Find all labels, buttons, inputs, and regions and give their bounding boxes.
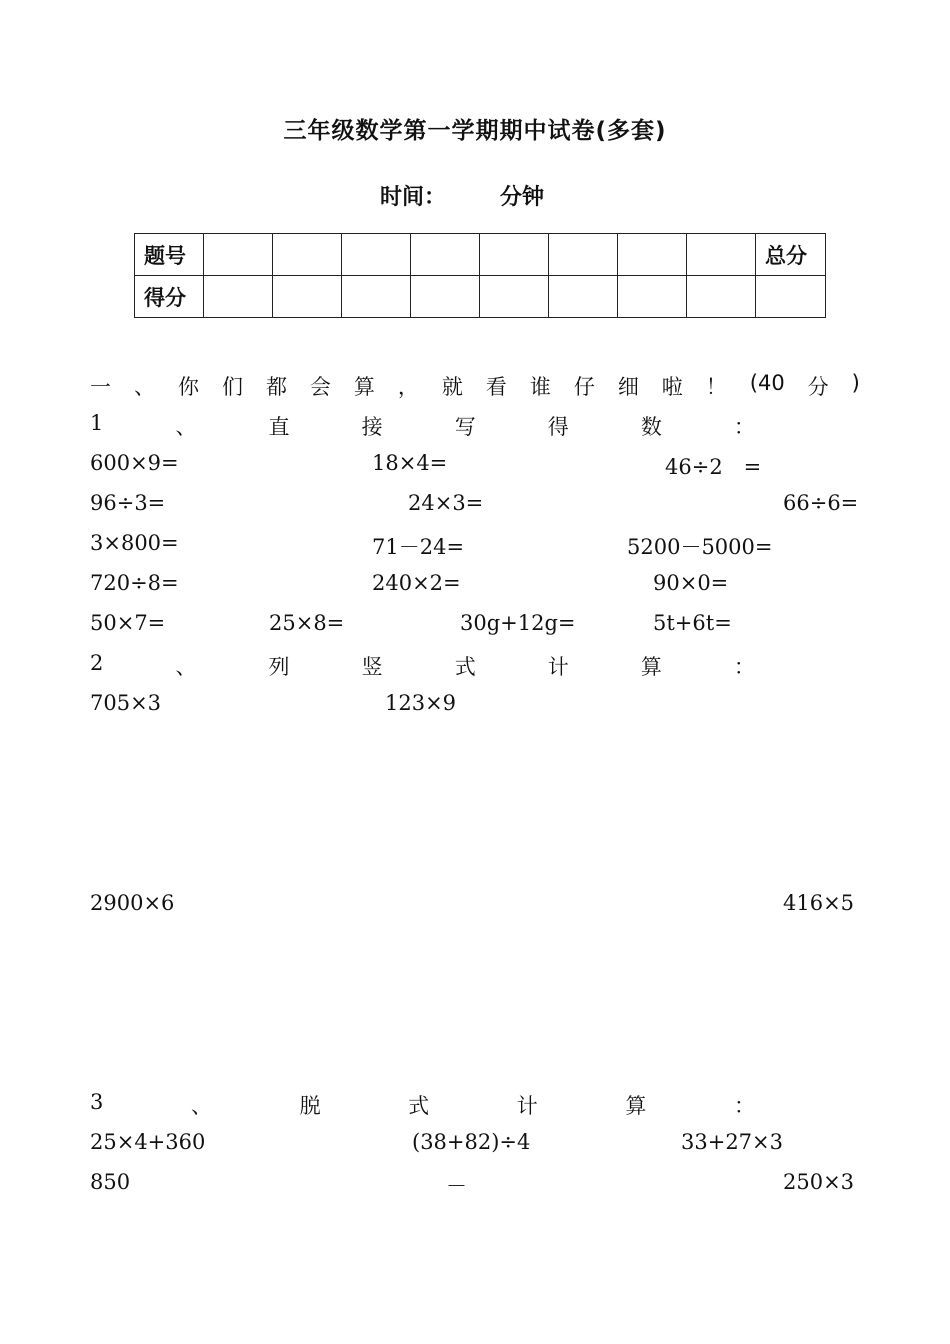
problem: 50×7= (90, 611, 166, 635)
problem: 600×9= (90, 451, 179, 475)
time-unit: 分钟 (500, 185, 545, 210)
question-2-heading (90, 651, 755, 681)
problem: 123×9 (385, 691, 457, 715)
time-label: 时间： (380, 185, 447, 210)
heading-char: 都 (265, 375, 287, 399)
score-table-cell (204, 276, 273, 318)
score-table-cell (204, 234, 273, 276)
heading-char: 就 (441, 375, 463, 399)
q1-char: 数 (640, 415, 662, 439)
score-table-label-total: 总分 (756, 234, 826, 276)
q3-char: 脱 (299, 1094, 321, 1118)
score-table-cell (273, 276, 342, 318)
heading-char: 、 (133, 375, 155, 399)
q3-char: 式 (408, 1094, 430, 1118)
problem: 705×3 (90, 691, 162, 715)
q2-row (90, 691, 860, 721)
problem: 5t+6t= (653, 611, 732, 635)
score-table-cell (618, 234, 687, 276)
problem: 416×5 (783, 891, 855, 915)
q3-char: 、 (190, 1094, 212, 1118)
heading-char: ， (397, 375, 419, 399)
question-3-heading (90, 1090, 755, 1120)
q3-char: ： (733, 1094, 755, 1118)
problem: 66÷6= (783, 491, 859, 515)
heading-char: 细 (617, 375, 639, 399)
score-table-cell (687, 234, 756, 276)
heading-char: 仔 (573, 375, 595, 399)
q1-row (90, 571, 860, 601)
question-1-heading (90, 411, 755, 441)
q2-char: 列 (268, 655, 290, 679)
q3-char: 计 (516, 1094, 538, 1118)
q3-row (90, 1170, 860, 1200)
score-table-label-number: 题号 (135, 234, 204, 276)
heading-char: (40 (749, 371, 785, 395)
q3-row (90, 1130, 860, 1160)
heading-char: 啦 (661, 375, 683, 399)
q2-char: 2 (90, 651, 104, 675)
score-table-cell (342, 234, 411, 276)
q3-char: 算 (625, 1094, 647, 1118)
problem: 850 (90, 1170, 131, 1194)
heading-char: 们 (221, 375, 243, 399)
score-table-label-score: 得分 (135, 276, 204, 318)
q2-row (90, 891, 860, 921)
score-table-cell (273, 234, 342, 276)
q1-char: 直 (268, 415, 290, 439)
score-table-cell (756, 276, 826, 318)
q1-char: 写 (454, 415, 476, 439)
problem: 71－24= (372, 535, 465, 559)
problem: 46÷2 = (665, 455, 762, 479)
q2-char: 算 (640, 655, 662, 679)
q1-row (90, 531, 860, 561)
q2-char: ： (733, 655, 755, 679)
heading-char: 算 (353, 375, 375, 399)
score-table-cell (342, 276, 411, 318)
problem: 25×8= (269, 611, 345, 635)
problem: 250×3 (783, 1170, 855, 1194)
score-table-cell (480, 276, 549, 318)
problem: 240×2= (372, 571, 461, 595)
score-table-cell (549, 234, 618, 276)
problem: 2900×6 (90, 891, 175, 915)
q3-char: 3 (90, 1090, 104, 1114)
score-table-cell (687, 276, 756, 318)
problem: － (446, 1174, 467, 1198)
score-table-cell (618, 276, 687, 318)
q1-row (90, 451, 860, 481)
problem: (38+82)÷4 (412, 1130, 531, 1154)
heading-char: 谁 (529, 375, 551, 399)
problem: 33+27×3 (681, 1130, 783, 1154)
score-table (134, 233, 826, 318)
q1-char: 得 (547, 415, 569, 439)
heading-char: 分 (807, 375, 829, 399)
q1-char: 接 (361, 415, 383, 439)
problem: 96÷3= (90, 491, 166, 515)
q1-char: ： (733, 415, 755, 439)
q1-row (90, 491, 860, 521)
score-table-cell (549, 276, 618, 318)
heading-char: 看 (485, 375, 507, 399)
q1-row (90, 611, 860, 641)
problem: 18×4= (372, 451, 448, 475)
problem: 3×800= (90, 531, 179, 555)
q1-char: 1 (90, 411, 104, 435)
score-table-cell (411, 234, 480, 276)
section-heading (90, 371, 860, 401)
time-row (380, 180, 544, 211)
heading-char: 一 (90, 375, 111, 399)
problem: 90×0= (653, 571, 729, 595)
problem: 24×3= (408, 491, 484, 515)
score-table-row-number (135, 234, 826, 276)
score-table-cell (411, 276, 480, 318)
problem: 720÷8= (90, 571, 179, 595)
heading-char: ) (851, 371, 860, 395)
heading-char: 你 (177, 375, 199, 399)
page-title: 三年级数学第一学期期中试卷(多套) (283, 118, 667, 144)
score-table-cell (480, 234, 549, 276)
problem: 25×4+360 (90, 1130, 206, 1154)
problem: 30g+12g= (460, 611, 576, 635)
heading-char: ！ (705, 375, 727, 399)
heading-char: 会 (309, 375, 331, 399)
score-table-row-score (135, 276, 826, 318)
q2-char: 、 (175, 655, 197, 679)
q2-char: 计 (547, 655, 569, 679)
q2-char: 竖 (361, 655, 383, 679)
q1-char: 、 (175, 415, 197, 439)
q2-char: 式 (454, 655, 476, 679)
problem: 5200－5000= (627, 535, 773, 559)
